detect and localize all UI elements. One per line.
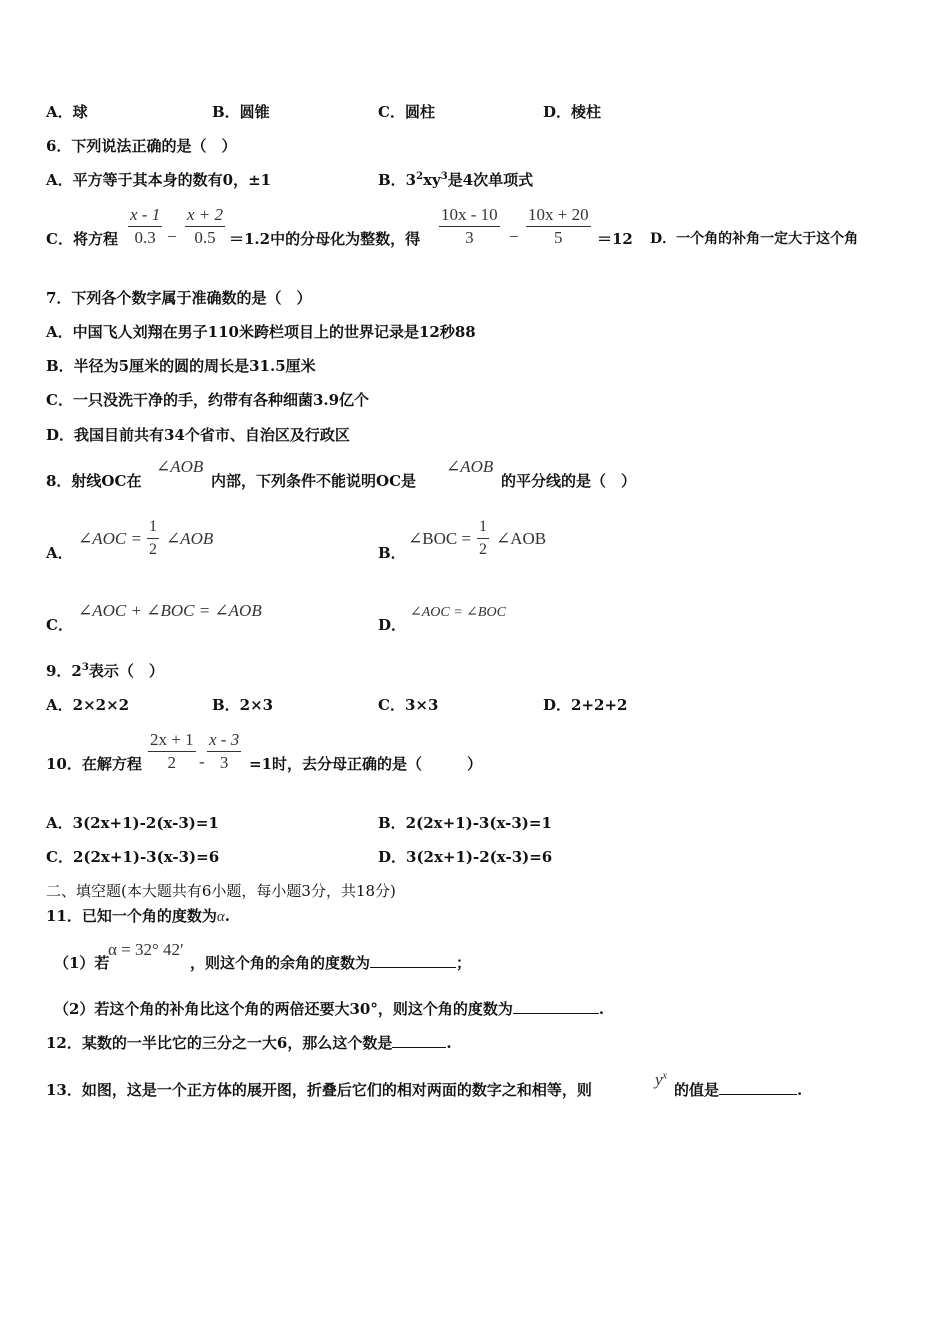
q6-b-sup2: 3 — [440, 171, 448, 182]
q8-b-den: 2 — [479, 541, 487, 558]
q11-part1-end: ； — [456, 954, 472, 972]
q7-option-d: D．我国目前共有34个省市、自治区及行政区 — [46, 426, 350, 444]
q7-stem: 7．下列各个数字属于准确数的是（ ） — [46, 289, 312, 307]
q13-power — [655, 1070, 667, 1090]
q10-fraction-1 — [148, 729, 196, 774]
q7-option-a: A．中国飞人刘翔在男子110米跨栏项目上的世界记录是12秒88 — [46, 323, 476, 341]
q10-f1-num: 2x + 1 — [148, 729, 196, 752]
q6-c-f4-den: 5 — [554, 228, 563, 247]
q6-b-sup1: 2 — [416, 171, 424, 182]
q10-stem-suffix: =1时，去分母正确的是（ ） — [249, 755, 483, 773]
q6-c-minus-2: − — [509, 227, 519, 246]
q13-suffix: 的值是 — [674, 1081, 720, 1099]
q6-c-end: ＝12 — [597, 230, 633, 248]
q6-c-f3-den: 3 — [465, 228, 474, 247]
q10-option-b: B．2(2x+1)-3(x-3)=1 — [378, 814, 552, 832]
q7-option-c: C．一只没洗干净的手，约带有各种细菌3.9亿个 — [46, 391, 370, 409]
q8-a-num: 1 — [147, 516, 159, 539]
q11-part2 — [54, 999, 604, 1019]
q8-b-right: ∠AOB — [496, 529, 547, 548]
q6-c-f4-num: 10x + 20 — [526, 204, 591, 227]
q9-option-c: C．3×3 — [378, 696, 439, 714]
q6-c-f1-num: x - 1 — [128, 204, 162, 227]
q8-a-left: ∠AOC = — [78, 529, 142, 548]
q11-part2-answer-blank[interactable] — [513, 999, 599, 1014]
q6-option-b — [378, 170, 533, 190]
q13-exponent: x — [662, 1070, 667, 1082]
q10-option-a: A．3(2x+1)-2(x-3)=1 — [46, 814, 219, 832]
section-2-title: 二、填空题(本大题共有6小题，每小题3分，共18分) — [46, 882, 396, 900]
q11-part1-expression: α = 32° 42′ — [108, 940, 184, 959]
q11-stem-text: 11．已知一个角的度数为 — [46, 907, 217, 925]
q12-text: 12．某数的一半比它的三分之一大6，那么这个数是 — [46, 1034, 393, 1052]
q12-answer-blank[interactable] — [392, 1033, 446, 1048]
q6-b-prefix: B．3 — [378, 171, 417, 189]
q8-stem-middle: 内部，下列条件不能说明OC是 — [211, 472, 417, 490]
q8-b-label: B． — [378, 544, 406, 562]
q10-f1-den: 2 — [167, 753, 177, 772]
q8-b-num: 1 — [477, 516, 489, 539]
q13-answer-blank[interactable] — [719, 1080, 797, 1095]
q6-c-f2-num: x + 2 — [185, 204, 225, 227]
q6-c-fraction-3 — [439, 204, 500, 249]
q6-c-middle-text: ＝1.2中的分母化为整数，得 — [229, 230, 421, 248]
q8-angle-1: ∠AOB — [156, 457, 204, 476]
q10-f2-num: x - 3 — [207, 729, 241, 752]
q8-d-expression: ∠AOC = ∠BOC — [410, 605, 506, 620]
q9-stem-prefix: 9．2 — [46, 662, 82, 680]
q6-stem: 6．下列说法正确的是（ ） — [46, 137, 237, 155]
q6-c-prefix: C．将方程 — [46, 230, 118, 248]
q8-b-left: ∠BOC = — [408, 529, 472, 548]
q6-c-f2-den: 0.5 — [194, 228, 216, 247]
q8-a-fraction — [147, 516, 159, 561]
q10-fraction-2 — [207, 729, 241, 774]
q8-c-label: C． — [46, 616, 73, 634]
q12-end: . — [446, 1034, 452, 1052]
q6-b-mid: xy — [423, 171, 441, 189]
q8-stem-suffix: 的平分线的是（ ） — [501, 472, 637, 490]
q11-part1-question — [190, 953, 471, 973]
q11-stem-end: . — [224, 907, 230, 925]
q6-option-a: A．平方等于其本身的数有0，±1 — [46, 171, 272, 189]
q8-c-expression: ∠AOC + ∠BOC = ∠AOB — [78, 601, 262, 620]
q8-a-den: 2 — [149, 541, 157, 558]
q10-f2-den: 3 — [219, 753, 229, 772]
q11-part1-answer-blank[interactable] — [370, 953, 456, 968]
q12 — [46, 1033, 452, 1053]
q11-part1-prefix: （1）若 — [54, 954, 110, 972]
q8-stem-prefix: 8．射线OC在 — [46, 472, 142, 490]
q11-alpha: α — [216, 909, 225, 925]
q9-option-b: B．2×3 — [212, 696, 274, 714]
q13-text: 13．如图，这是一个正方体的展开图，折叠后它们的相对两面的数字之和相等，则 — [46, 1081, 592, 1099]
q6-option-d: D．一个角的补角一定大于这个角 — [650, 231, 859, 247]
q8-d-label: D． — [378, 616, 407, 634]
q5-option-d: D．棱柱 — [543, 103, 602, 121]
q13-base: y — [655, 1070, 663, 1089]
q8-a-right: ∠AOB — [166, 529, 214, 548]
q11-part2-text: （2）若这个角的补角比这个角的两倍还要大30°，则这个角的度数为 — [54, 1000, 513, 1018]
q10-stem-prefix: 10．在解方程 — [46, 755, 142, 773]
q10-option-d: D．3(2x+1)-2(x-3)=6 — [378, 848, 553, 866]
q8-angle-2: ∠AOB — [446, 457, 494, 476]
q8-b-fraction — [477, 516, 489, 561]
q9-stem-sup: 3 — [81, 662, 89, 673]
q9-option-d: D．2+2+2 — [543, 696, 628, 714]
q6-c-f3-num: 10x - 10 — [439, 204, 500, 227]
q6-c-fraction-1 — [128, 204, 162, 249]
q5-option-a: A．球 — [46, 103, 88, 121]
q8-a-label: A． — [46, 544, 73, 562]
q6-c-fraction-4 — [526, 204, 591, 249]
q6-c-f1-den: 0.3 — [134, 228, 156, 247]
q7-option-b: B．半径为5厘米的圆的周长是31.5厘米 — [46, 357, 316, 375]
q11-part2-end: . — [598, 1000, 605, 1018]
q10-minus: - — [199, 752, 205, 771]
q6-b-suffix: 是4次单项式 — [447, 171, 534, 189]
q9-option-a: A．2×2×2 — [46, 696, 130, 714]
q10-option-c: C．2(2x+1)-3(x-3)=6 — [46, 848, 220, 866]
q6-c-fraction-2 — [185, 204, 225, 249]
q11-part1-suffix: ，则这个角的余角的度数为 — [190, 954, 371, 972]
q9-stem-suffix: 表示（ ） — [88, 662, 164, 680]
q9-stem — [46, 661, 164, 681]
q13-answer — [674, 1080, 802, 1100]
q5-option-b: B．圆锥 — [212, 103, 270, 121]
q6-c-minus-1: − — [167, 227, 177, 246]
q13-end: . — [797, 1081, 803, 1099]
q11-stem — [46, 906, 230, 927]
q5-option-c: C．圆柱 — [378, 103, 435, 121]
